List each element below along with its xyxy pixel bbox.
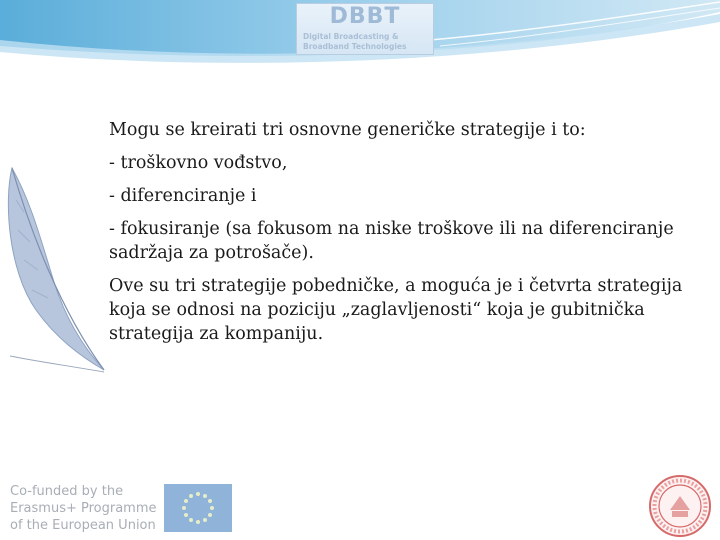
intro-text: Mogu se kreirati tri osnovne generičke strategije i to: [109,120,586,140]
list-item-focus: - fokusiranje (sa fokusom na niske troškove ili na diferenciranje sadržaja za potrošače). [109,219,674,263]
quill-icon [0,160,110,380]
logo-subtitle-line1: Digital Broadcasting & [303,32,399,41]
eu-line-3: of the European Union [10,518,156,533]
university-seal-icon [648,474,712,538]
slide-body [109,118,684,355]
logo-subtitle-line2: Broadband Technologies [303,42,407,51]
eu-flag-icon [164,484,232,532]
eu-line-1: Co-funded by the [10,484,124,499]
list-item-cost-leadership: - troškovno vođstvo, [109,153,288,173]
dbbt-logo [296,3,434,55]
logo-title: DBBT [329,4,401,29]
eu-line-2: Erasmus+ Programme [10,501,157,516]
erasmus-text [10,483,160,534]
list-item-differentiation: - diferenciranje i [109,186,257,206]
conclusion-text: Ove su tri strategije pobedničke, a moguća je i četvrta strategija koja se odnosi na poziciju „zaglavljenosti“ koja je gubitnička strategija za kompaniju. [109,276,683,344]
